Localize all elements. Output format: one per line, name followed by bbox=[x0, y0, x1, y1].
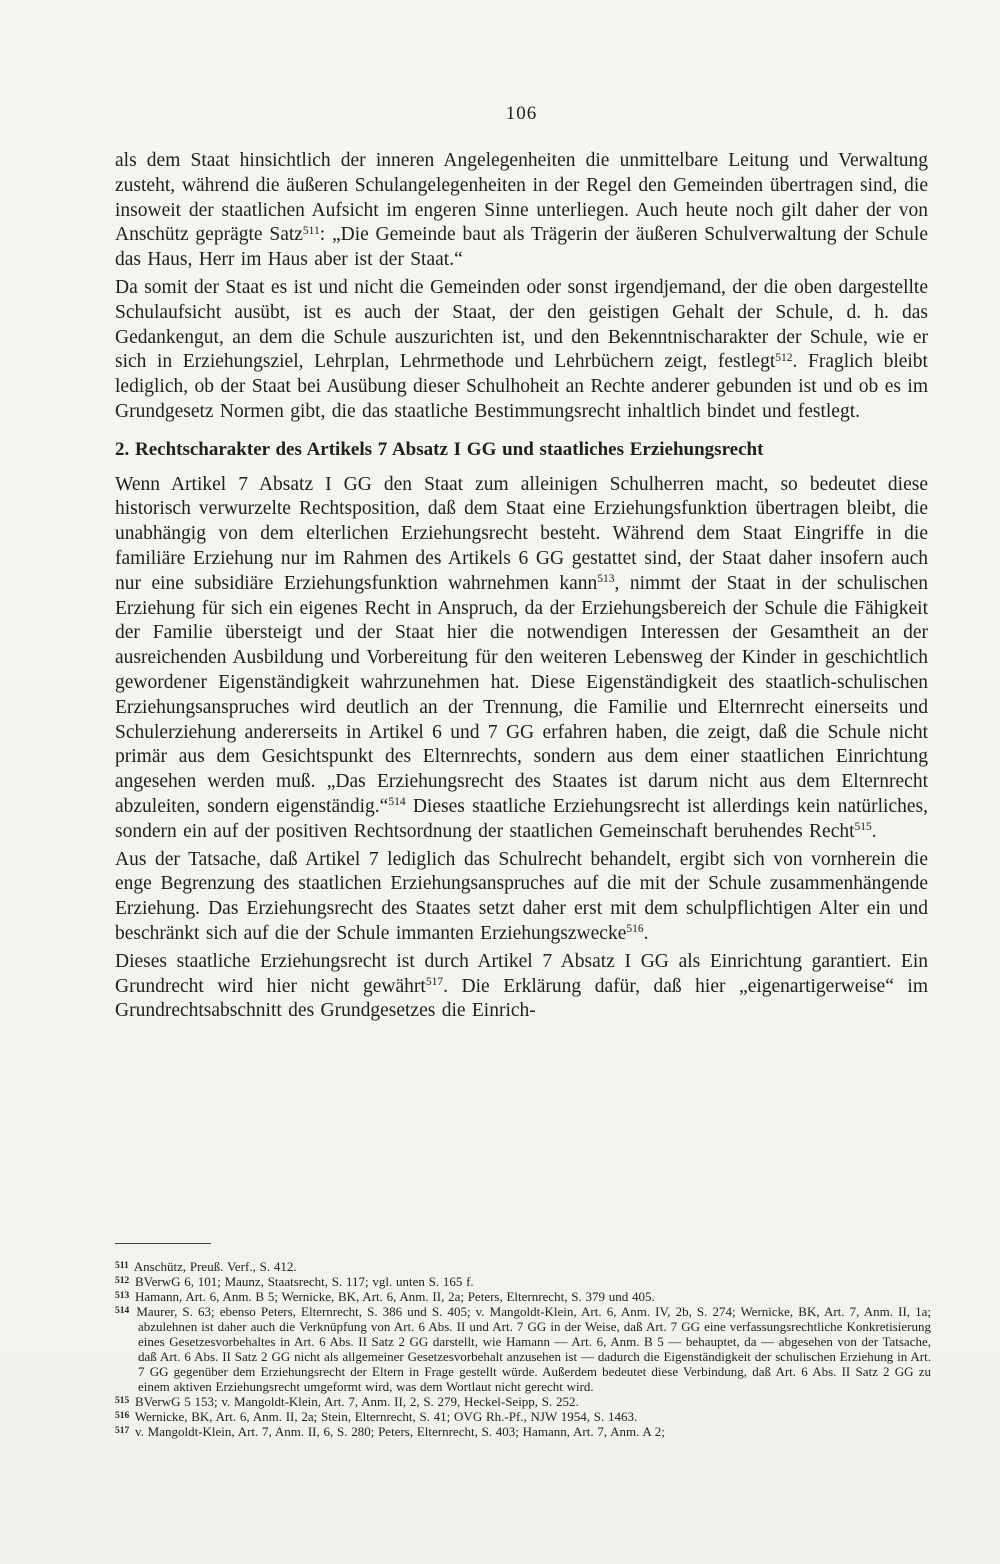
footnote: $^{516}$ Wernicke, BK, Art. 6, Anm. II, 2a; Stein, Elternrecht, S. 41; OVG Rh.-Pf., NJW 1954, S. 1463. bbox=[115, 1409, 638, 1424]
footnote: $^{517}$ v. Mangoldt-Klein, Art. 7, Anm. II, 6, S. 280; Peters, Elternrecht, S. 403; Hamann, Art. 7, Anm. A 2; bbox=[115, 1424, 665, 1439]
paragraph: Wenn Artikel 7 Absatz I GG den Staat zum alleinigen Schulherren macht, so bedeutet diese historisch verwurzelte Rechtsposition, daß dem Staat eine Erziehungsfunktion übertragen bleibt, die unabhängig von dem elterlichen Erziehungsrecht besteht. Während dem Staat Eingriffe in die familiäre Erziehung nur im Rahmen des Artikels 6 GG gestattet sind, der Staat daher insofern auch nur eine subsidiäre Erziehungsfunktion wahrnehmen kann$^{513}$, nimmt der Staat in der schulischen Erziehung für sich ein eigenes Recht in Anspruch, da der Erziehungsbereich der Schule die Fähigkeit der Familie übersteigt und der Staat hier die notwendigen Interessen der Gesamtheit an der ausreichenden Ausbildung und Vorbereitung für den weiteren Lebensweg der Kinder in geschichtlich gewordener Eigenständigkeit wahrzunehmen hat. Diese Eigenständigkeit des staatlich-schulischen Erziehungsanspruches wird deutlich an der Trennung, die Familie und Elternrecht einerseits und Schulerziehung andererseits in Artikel 6 und 7 GG erfahren haben, die zeigt, daß die Schule nicht primär aus dem Gesichtspunkt des Elternrechts, sondern aus dem einer staatlichen Einrichtung angesehen werden muß. „Das Erziehungsrecht des Staates ist darum nicht aus dem Elternrecht abzuleiten, sondern eigenständig.“$^{514}$ Dieses staatliche Erziehungsrecht ist allerdings kein natürliches, sondern ein auf der positiven Rechtsordnung der staatlichen Gemeinschaft beruhendes Recht$^{515}$. bbox=[115, 473, 929, 842]
footnote-number: 517 bbox=[115, 1425, 130, 1436]
footnote-number: 515 bbox=[115, 1395, 130, 1406]
footnote-ref: 511 bbox=[302, 224, 320, 237]
footnote-number: 512 bbox=[115, 1275, 130, 1286]
footnote: $^{512}$ BVerwG 6, 101; Maunz, Staatsrecht, S. 117; vgl. unten S. 165 f. bbox=[115, 1274, 474, 1289]
paragraph: Da somit der Staat es ist und nicht die Gemeinden oder sonst irgendjemand, der die oben dargestellte Schulaufsicht ausübt, ist es auch der Staat, der den geistigen Gehalt der Schule, d. h. das Gedankengut, an dem die Schule auszurichten ist, und den Bekenntnischarakter der Schule, wie er sich in Erziehungsziel, Lehrplan, Lehrmethode und Lehrbüchern zeigt, festlegt$^{512}$. Fraglich bleibt lediglich, ob der Staat bei Ausübung dieser Schulhoheit an Rechte anderer gebunden ist und ob es im Grundgesetz Normen gibt, die das staatliche Bestimmungsrecht inhaltlich bindet und festlegt. bbox=[115, 276, 928, 422]
footnote-ref: 512 bbox=[775, 351, 793, 364]
footnote: $^{515}$ BVerwG 5 153; v. Mangoldt-Klein, Art. 7, Anm. II, 2, S. 279, Heckel-Seipp, S. 252. bbox=[115, 1394, 579, 1409]
footnote-number: 516 bbox=[115, 1410, 130, 1421]
paragraph: Dieses staatliche Erziehungsrecht ist durch Artikel 7 Absatz I GG als Einrichtung garantiert. Ein Grundrecht wird hier nicht gewährt$^{517}$. Die Erklärung dafür, daß hier „eigenartigerweise“ im Grundrechtsabschnitt des Grundgesetzes die Einrich- bbox=[115, 950, 928, 1022]
footnote: $^{514}$ Maurer, S. 63; ebenso Peters, Elternrecht, S. 386 und S. 405; v. Mangoldt-Klein, Art. 6, Anm. IV, 2b, S. 274; Wernicke, BK, Art. 7, Anm. II, 1a; abzulehnen ist daher auch die Verknüpfung von Art. 6 Abs. II und Art. 7 GG in der Weise, daß Art. 7 GG eine verfassungsrechtliche Konkretisierung eines Gesetzesvorbehaltes in Art. 6 Abs. II Satz 2 GG darstellt, wie Hamann — Art. 6, Anm. B 5 — behauptet, da — abgesehen von der Tatsache, daß Art. 6 Abs. II Satz 2 GG nicht als allgemeiner Gesetzesvorbehalt anzusehen ist — dadurch die Eigenständigkeit der schulischen Erziehung in Art. 7 GG gegenüber dem Erziehungsrecht der Eltern in Frage gestellt würde. Außerdem bedeutet diese Verbindung, daß Art. 6 Abs. II Satz 2 GG zu einem aktiven Erziehungsrecht umgeformt wird, was dem Wortlaut nicht gerecht wird. bbox=[115, 1304, 931, 1394]
footnote-number: 513 bbox=[115, 1290, 130, 1301]
text-block bbox=[115, 149, 928, 1027]
footnote-ref: 516 bbox=[626, 923, 644, 936]
footnote-ref: 513 bbox=[597, 573, 615, 586]
page-number: 106 bbox=[505, 103, 538, 124]
section-heading: 2. Rechtscharakter des Artikels 7 Absatz I GG und staatliches Erziehungsrecht bbox=[115, 438, 764, 460]
footnote-ref: 514 bbox=[388, 796, 406, 809]
footnote: $^{511}$ Anschütz, Preuß. Verf., S. 412. bbox=[115, 1259, 297, 1274]
paragraph: Aus der Tatsache, daß Artikel 7 lediglich das Schulrecht behandelt, ergibt sich von vornherein die enge Begrenzung des staatlichen Erziehungsanspruches auf die mit der Schule zusammenhängende Erziehung. Das Erziehungsrecht des Staates setzt daher erst mit dem schulpflichtigen Alter ein und beschränkt sich auf die der Schule immanten Erziehungszwecke$^{516}$. bbox=[115, 848, 928, 944]
footnote-separator bbox=[115, 1243, 211, 1244]
footnotes bbox=[115, 1259, 931, 1439]
footnote-ref: 515 bbox=[854, 821, 872, 834]
footnote: $^{513}$ Hamann, Art. 6, Anm. B 5; Wernicke, BK, Art. 6, Anm. II, 2a; Peters, Elternrecht, S. 379 und 405. bbox=[115, 1289, 655, 1304]
footnote-number: 514 bbox=[115, 1305, 130, 1316]
footnote-number: 511 bbox=[115, 1260, 129, 1271]
footnote-ref: 517 bbox=[425, 976, 444, 988]
paragraph: als dem Staat hinsichtlich der inneren Angelegenheiten die unmittelbare Leitung und Verwaltung zusteht, während die äußeren Schulangelegenheiten in der Regel den Gemeinden übertragen sind, die insoweit der staatlichen Aufsicht im engeren Sinne unterliegen. Auch heute noch gilt daher der von Anschütz geprägte Satz$^{511}$: „Die Gemeinde baut als Trägerin der äußeren Schulverwaltung der Schule das Haus, Herr im Haus aber ist der Staat.“ bbox=[115, 150, 928, 271]
